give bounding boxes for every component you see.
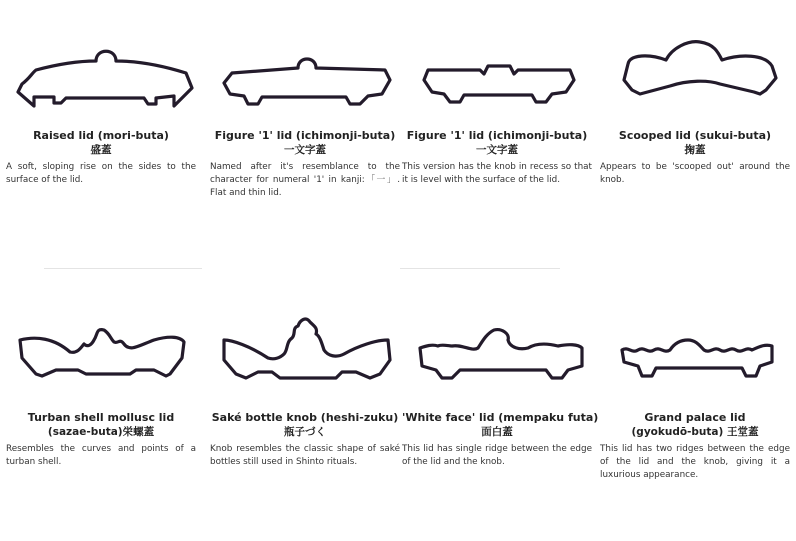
lid-title: Turban shell mollusc lid xyxy=(27,411,175,424)
lid-card-grand-palace xyxy=(600,300,790,482)
lid-description: Resembles the curves and points of a turban shell. xyxy=(6,444,196,467)
scooped-lid-icon xyxy=(600,18,790,128)
row-divider xyxy=(44,268,202,269)
lid-kanji: 一文字蓋 xyxy=(284,144,326,156)
lid-kanji: 一文字蓋 xyxy=(476,144,518,156)
lid-title: Grand palace lid xyxy=(644,411,746,424)
lid-title: Scooped lid (sukui-buta) xyxy=(618,129,772,142)
lid-kanji-line xyxy=(600,425,790,440)
lid-title: Figure '1' lid (ichimonji-buta) xyxy=(406,129,588,142)
lid-description: A soft, sloping rise on the sides to the surface of the lid. xyxy=(6,162,196,185)
sake-bottle-knob-icon xyxy=(210,300,400,410)
lid-romaji: (gyokudō-buta) xyxy=(631,426,724,438)
lid-kanji: 栄螺蓋 xyxy=(122,426,155,438)
recessed-figure-one-lid-icon xyxy=(402,18,592,128)
grand-palace-lid-icon xyxy=(600,300,790,410)
lid-description: This lid has two ridges between the edge of the lid and the knob, giving it a luxurious appearance. xyxy=(600,444,790,480)
lid-kanji: 掬蓋 xyxy=(684,144,706,156)
lid-description: This lid has single ridge between the edge of the lid and the knob. xyxy=(402,444,592,467)
lid-title: 'White face' lid (mempaku futa) xyxy=(402,411,599,424)
lid-description: Appears to be 'scooped out' around the knob. xyxy=(600,162,790,185)
lid-title: Raised lid (mori-buta) xyxy=(33,129,169,142)
turban-shell-lid-icon xyxy=(6,300,196,410)
lid-card-recessed-figure-one xyxy=(402,18,592,187)
figure-one-lid-icon xyxy=(210,18,400,128)
lid-description: This version has the knob in recess so that it is level with the surface of the lid. xyxy=(402,162,592,185)
lid-kanji: 面白蓋 xyxy=(481,426,513,438)
lid-romaji: (sazae-buta) xyxy=(47,426,123,438)
lid-card-raised xyxy=(6,18,196,187)
lid-card-figure-one xyxy=(210,18,400,200)
row-divider xyxy=(400,268,560,269)
lid-card-white-face xyxy=(402,300,599,469)
lid-title: Saké bottle knob (heshi-zuku) xyxy=(211,411,399,424)
lid-card-turban-shell xyxy=(6,300,196,469)
lid-kanji: 盛蓋 xyxy=(90,144,112,156)
lid-kanji: 瓶子づく xyxy=(284,426,326,438)
lid-title: Figure '1' lid (ichimonji-buta) xyxy=(214,129,396,142)
lid-card-scooped xyxy=(600,18,790,187)
lid-description: Named after it's resemblance to the character for numeral '1' in kanji:「一」. Flat and thin lid. xyxy=(210,162,400,198)
white-face-lid-icon xyxy=(402,300,592,410)
raised-lid-icon xyxy=(6,18,196,128)
lid-kanji-line xyxy=(6,425,196,440)
lid-description: Knob resembles the classic shape of saké bottles still used in Shinto rituals. xyxy=(210,444,400,467)
lid-kanji: 王堂蓋 xyxy=(726,426,759,438)
lid-card-sake-bottle xyxy=(210,300,400,469)
